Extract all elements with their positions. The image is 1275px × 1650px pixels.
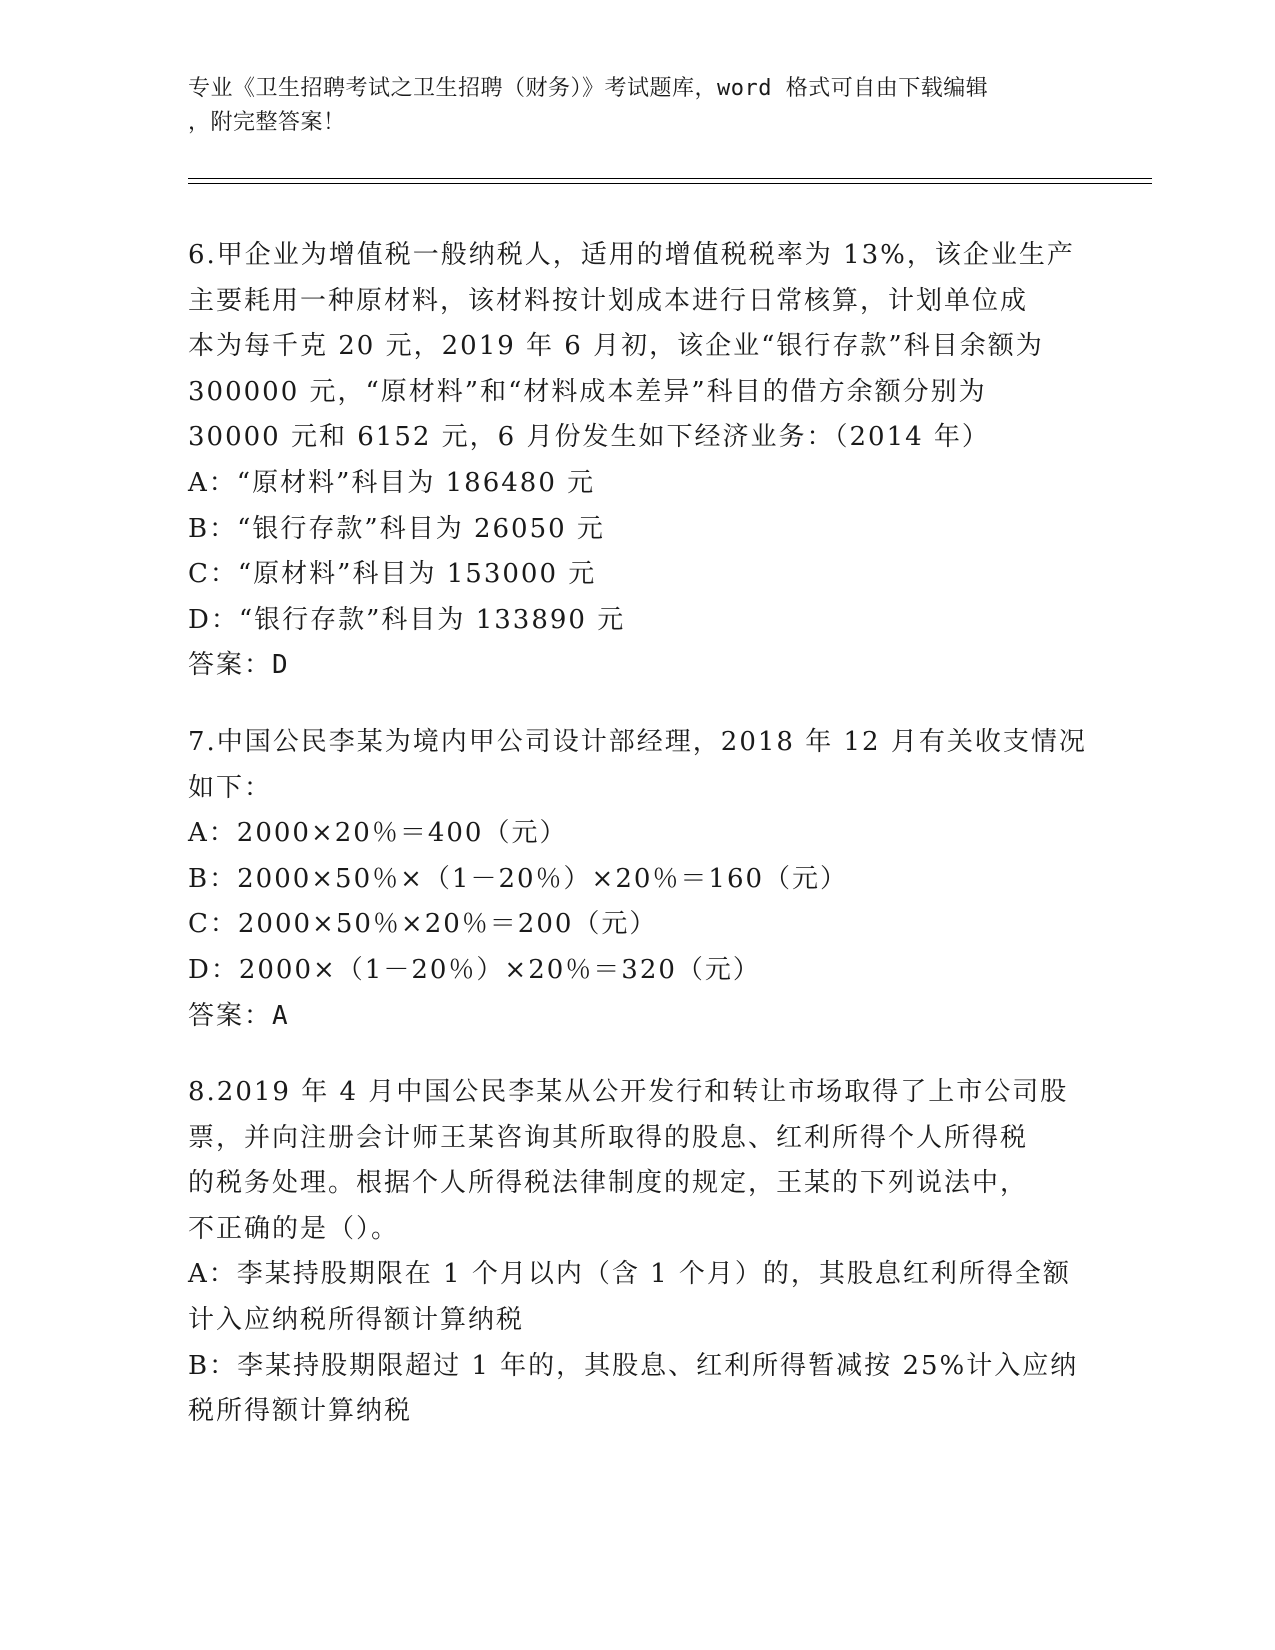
answer-label: 答案：D (188, 650, 290, 681)
option-b: B：李某持股期限超过 1 年的，其股息、红利所得暂减按 25%计入应纳 (188, 1350, 1079, 1381)
option-c: C：2000×50％×20％＝200（元） (188, 909, 658, 940)
option-b-continued: 税所得额计算纳税 (188, 1396, 413, 1427)
header-divider-bottom (188, 183, 1152, 184)
option-d: D：2000×（1－20％）×20％＝320（元） (188, 954, 761, 985)
question-6 (188, 233, 1088, 689)
question-stem-line: 不正确的是（）。 (188, 1213, 400, 1244)
question-stem-line: 票，并向注册会计师王某咨询其所取得的股息、红利所得个人所得税 (188, 1122, 1029, 1153)
question-stem-line: 8.2019 年 4 月中国公民李某从公开发行和转让市场取得了上市公司股 (188, 1077, 1069, 1108)
header-divider-top (188, 178, 1152, 179)
option-b: B：2000×50％×（1－20％）×20％＝160（元） (188, 863, 849, 894)
option-b: B：“银行存款”科目为 26050 元 (188, 513, 605, 544)
option-d: D：“银行存款”科目为 133890 元 (188, 604, 626, 635)
option-a: A：李某持股期限在 1 个月以内（含 1 个月）的，其股息红利所得全额 (188, 1259, 1071, 1290)
answer-label: 答案：A (188, 1000, 290, 1031)
option-a: A：2000×20％＝400（元） (188, 818, 568, 849)
question-8 (188, 1070, 1088, 1435)
question-list (188, 233, 1088, 1435)
question-stem-line: 主要耗用一种原材料，该材料按计划成本进行日常核算，计划单位成 (188, 285, 1029, 316)
question-stem-line: 7.中国公民李某为境内甲公司设计部经理，2018 年 12 月有关收支情况 (188, 726, 1087, 757)
question-stem-line: 30000 元和 6152 元，6 月份发生如下经济业务：（2014 年） (188, 422, 990, 453)
question-stem-line: 如下： (188, 772, 273, 803)
question-stem-line: 300000 元，“原材料”和“材料成本差异”科目的借方余额分别为 (188, 376, 987, 407)
question-7 (188, 720, 1088, 1039)
option-c: C：“原材料”科目为 153000 元 (188, 559, 597, 590)
question-stem-line: 的税务处理。根据个人所得税法律制度的规定，王某的下列说法中， (188, 1168, 1029, 1199)
question-stem-line: 6.甲企业为增值税一般纳税人，适用的增值税税率为 13%，该企业生产 (188, 240, 1075, 270)
option-a-continued: 计入应纳税所得额计算纳税 (188, 1305, 525, 1336)
header-title-line-2: ，附完整答案！ (188, 110, 346, 135)
document-header (188, 72, 1088, 140)
question-stem-line: 本为每千克 20 元，2019 年 6 月初，该企业“银行存款”科目余额为 (188, 331, 1044, 362)
option-a: A：“原材料”科目为 186480 元 (188, 467, 596, 498)
header-title-line-1: 专业《卫生招聘考试之卫生招聘（财务）》考试题库，word 格式可自由下载编辑 (188, 76, 989, 101)
